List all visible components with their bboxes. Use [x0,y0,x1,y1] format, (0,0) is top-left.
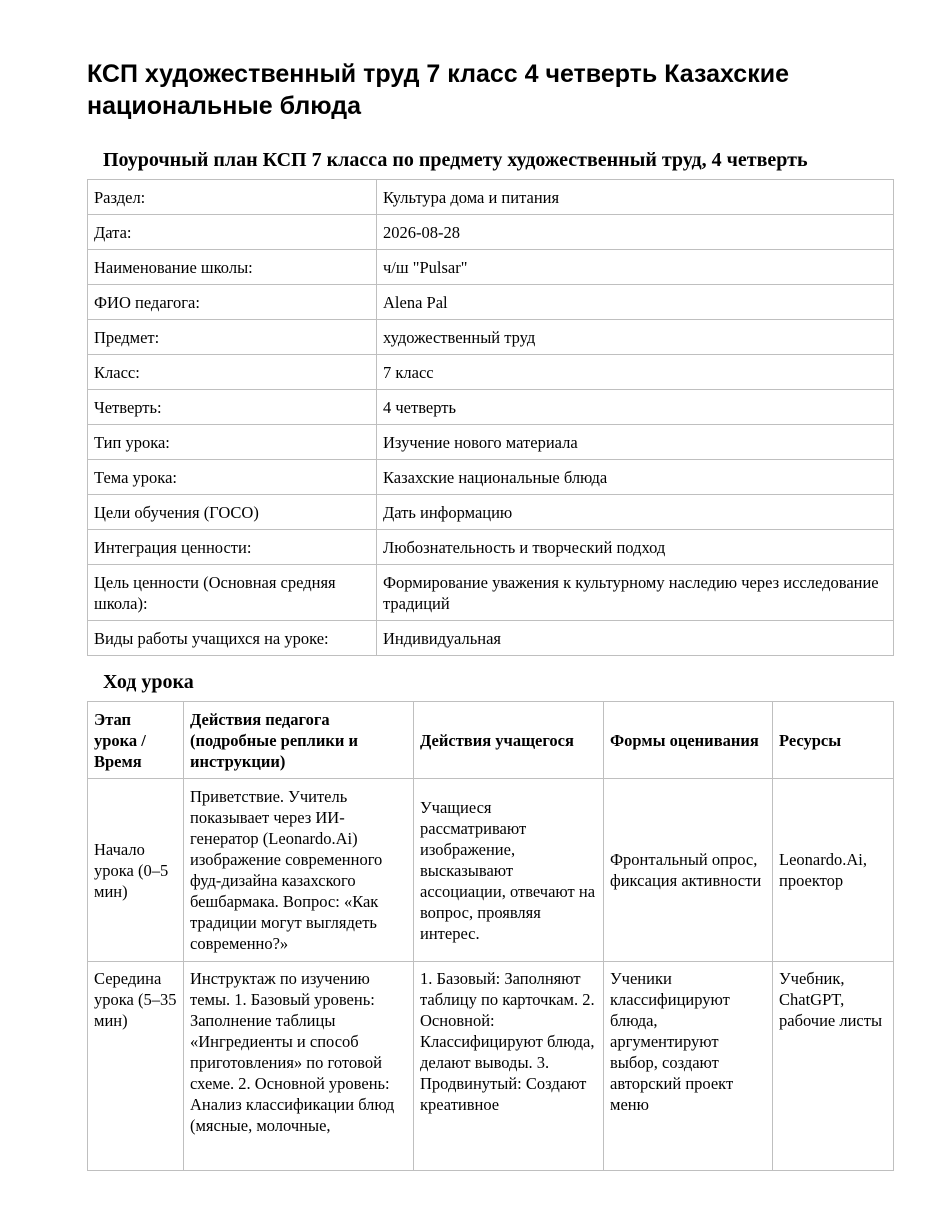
header-assessment: Формы оценивания [604,702,773,779]
info-row-subject [88,320,894,355]
info-value: Индивидуальная [377,621,894,656]
resources-text: Учебник, ChatGPT, рабочие листы [779,969,883,1030]
lesson-header-row [88,702,894,779]
info-row-grade [88,355,894,390]
info-value: Казахские национальные блюда [377,460,894,495]
info-label: Предмет: [88,320,377,355]
resources-cell [773,962,894,1171]
info-row-section [88,180,894,215]
teacher-actions-text: Инструктаж по изучению темы. 1. Базовый уровень: Заполнение таблицы «Ингредиенты и способ приготовления» по готовой схеме. 2. Основной уровень: Анализ классификации блюд (мясные, молочные, [190,969,395,1135]
info-label: Виды работы учащихся на уроке: [88,621,377,656]
info-row-work-types [88,621,894,656]
info-value: Изучение нового материала [377,425,894,460]
info-value: Alena Pal [377,285,894,320]
assessment-text: Ученики классифицируют блюда, аргументируют выбор, создают авторский проект меню [610,969,734,1114]
header-student-actions: Действия учащегося [414,702,604,779]
info-label: Цель ценности (Основная средняя школа): [88,565,377,621]
assessment-cell: Фронтальный опрос, фиксация активности [604,779,773,962]
info-value: Культура дома и питания [377,180,894,215]
document-title: КСП художественный труд 7 класс 4 четверть Казахские национальные блюда [87,60,789,120]
info-row-topic [88,460,894,495]
info-row-school [88,250,894,285]
info-label: Наименование школы: [88,250,377,285]
info-row-teacher [88,285,894,320]
assessment-cell [604,962,773,1171]
teacher-actions-cell [184,962,414,1171]
info-label: Дата: [88,215,377,250]
header-resources: Ресурсы [773,702,894,779]
teacher-actions-cell: Приветствие. Учитель показывает через ИИ-генератор (Leonardo.Ai) изображение современного фуд-дизайна казахского бешбармака. Вопрос: «Как традиции могут выглядеть современно?» [184,779,414,962]
info-label: Класс: [88,355,377,390]
lesson-flow-table [87,701,894,1171]
info-label: Тема урока: [88,460,377,495]
info-row-quarter [88,390,894,425]
info-label: Четверть: [88,390,377,425]
header-teacher-actions: Действия педагога (подробные реплики и инструкции) [184,702,414,779]
header-stage: Этап урока / Время [88,702,184,779]
info-row-value-integration [88,530,894,565]
student-actions-cell: Учащиеся рассматривают изображение, высказывают ассоциации, отвечают на вопрос, проявляя интерес. [414,779,604,962]
info-value: 4 четверть [377,390,894,425]
stage-text: Середина урока (5–35 мин) [94,969,177,1030]
lesson-info-table [87,179,894,656]
info-label: Цели обучения (ГОСО) [88,495,377,530]
stage-cell [88,962,184,1171]
stage-cell: Начало урока (0–5 мин) [88,779,184,962]
info-value: Дать информацию [377,495,894,530]
info-value: художественный труд [377,320,894,355]
info-table-caption: Поурочный план КСП 7 класса по предмету художественный труд, 4 четверть [103,149,808,171]
info-value: 2026-08-28 [377,215,894,250]
info-label: ФИО педагога: [88,285,377,320]
student-actions-text: 1. Базовый: Заполняют таблицу по карточкам. 2. Основной: Классифицируют блюда, делают выводы. 3. Продвинутый: Создают креативное [420,969,595,1114]
info-row-date [88,215,894,250]
info-value: Любознательность и творческий подход [377,530,894,565]
info-value: 7 класс [377,355,894,390]
info-label: Раздел: [88,180,377,215]
info-label: Интеграция ценности: [88,530,377,565]
info-row-value-goal [88,565,894,621]
lesson-row-start [88,779,894,962]
info-label: Тип урока: [88,425,377,460]
student-actions-cell [414,962,604,1171]
lesson-table-caption: Ход урока [103,671,194,693]
info-row-goals [88,495,894,530]
info-value: Формирование уважения к культурному наследию через исследование традиций [377,565,894,621]
info-row-lesson-type [88,425,894,460]
resources-cell: Leonardo.Ai, проектор [773,779,894,962]
lesson-row-middle [88,962,894,1171]
info-value: ч/ш "Pulsar" [377,250,894,285]
